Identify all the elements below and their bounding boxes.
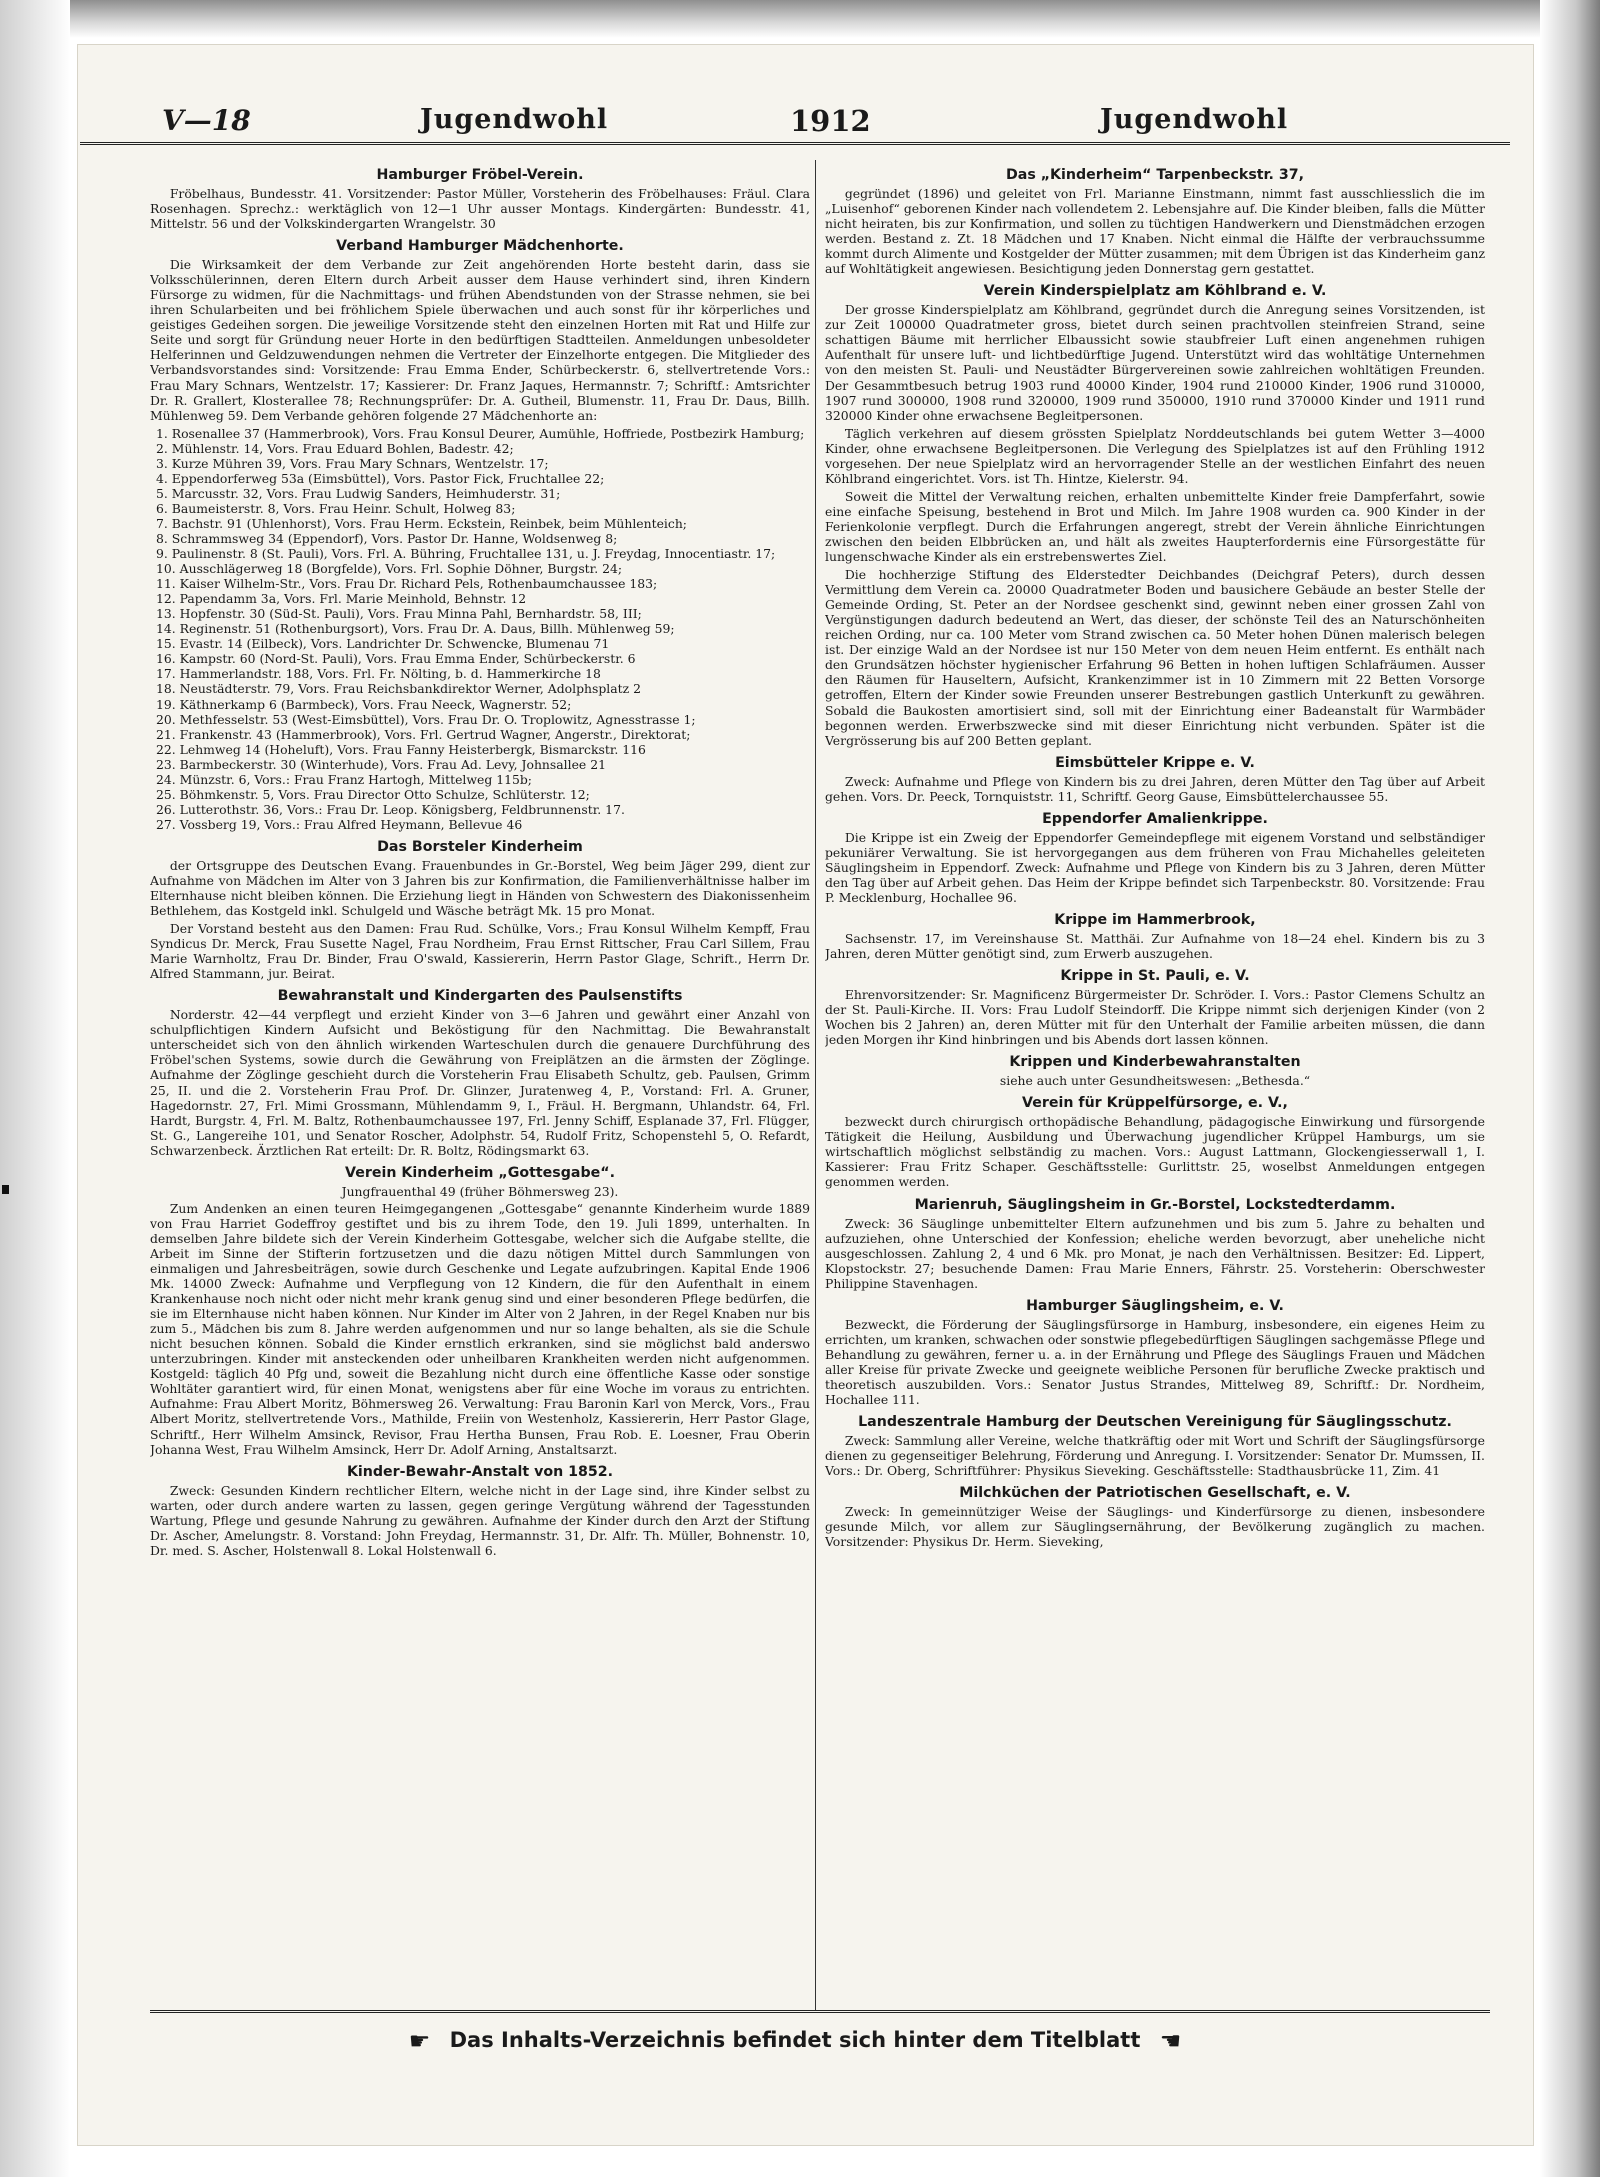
- header-title-left: Jugendwohl: [420, 104, 609, 135]
- header-title-right: Jugendwohl: [1100, 104, 1289, 135]
- page-header: [80, 70, 1510, 145]
- section-paragraph: Zum Andenken an einen teuren Heimgegangenen „Gottesgabe“ genannte Kinderheim wurde 1889 von Frau Harriet Godeffroy gestiftet und bis zu ihrem Tode, den 19. Juli 1899, unterhalten. In demselben Jahre bildete sich der Verein Kinderheim Gottesgabe, welcher sich die Aufgabe stellte, die Arbeit im Sinne der Stifterin fortzusetzen und die dazu nötigen Mittel durch Sammlungen von einmaligen und Jahresbeiträgen, sowie durch Geschenke und Legate aufzubringen. Kapital Ende 1906 Mk. 14000 Zweck: Aufnahme und Verpflegung von 12 Kindern, die für den Aufenthalt in einem Krankenhause noch nicht oder nicht mehr krank genug sind und einer besonderen Pflege bedürfen, die sie im Elternhause nicht haben können. Nur Kinder im Alter von 2 Jahren, in der Regel Knaben nur bis zum 5., Mädchen bis zum 8. Jahre werden aufgenommen und nur so lange behalten, als sie die Schule nicht besuchen können. Sobald die Kinder ernstlich erkranken, sind sie möglichst bald anderswo unterzubringen. Kinder mit ansteckenden oder unheilbaren Krankheiten werden nicht aufgenommen. Kostgeld: täglich 40 Pfg und, soweit die Bezahlung nicht durch eine öffentliche Kasse oder sonstige Wohltäter garantiert wird, für einen Monat, wenigstens aber für eine Woche im voraus zu entrichten. Aufnahme: Frau Albert Moritz, Böhmersweg 26. Verwaltung: Frau Baronin Karl von Merck, Vors., Frau Albert Moritz, stellvertretende Vors., Mathilde, Freiin von Westenholz, Kassiererin, Herr Pastor Glage, Schriftf., Herr Wilhelm Amsinck, Revisor, Frau Hertha Bunsen, Frau Rob. E. Loesner, Frau Oberin Johanna West, Frau Wilhelm Amsinck, Herr Dr. Adolf Arning, Anstaltsarzt.: [150, 1200, 810, 1457]
- margin-mark: [2, 1185, 9, 1194]
- section-title: Hamburger Säuglingsheim, e. V.: [1026, 1297, 1284, 1314]
- list-item: 7. Bachstr. 91 (Uhlenhorst), Vors. Frau Herm. Eckstein, Reinbek, beim Mühlenteich;: [156, 515, 687, 531]
- section-paragraph: Bezweckt, die Förderung der Säuglingsfürsorge in Hamburg, insbesondere, ein eigenes Heim zu errichten, um kranken, schwachen oder sonstwie pflegebedürftigen Säuglingen sachgemässe Pflege und Behandlung zu gewähren, ferner u. a. in der Ernährung und Pflege des Säuglings Frauen und Mädchen aller Kreise für private Zwecke und geeignete weibliche Personen für berufliche Zwecke praktisch und theoretisch auszubilden. Vors.: Senator Justus Strandes, Mittelweg 89, Schriftf.: Dr. Nordheim, Hochallee 111.: [825, 1316, 1485, 1407]
- section-paragraph: gegründet (1896) und geleitet von Frl. Marianne Einstmann, nimmt fast ausschliesslich die im „Luisenhof“ geborenen Kinder nach vollendetem 2. Lebensjahre auf. Die Kinder bleiben, falls die Mütter nicht heiraten, bis zur Konfirmation, und sollen zu tüchtigen Handwerkern und Dienstmädchen erzogen werden. Bestand z. Zt. 18 Mädchen und 17 Knaben. Nicht einmal die Hälfte der verbrauchssumme kommt durch Alimente und Kostgelder der Mütter zusammen; mit dem Übrigen ist das Kinderheim ganz auf Wohltätigkeit angewiesen. Besichtigung jeden Donnerstag gern gestattet.: [825, 186, 1485, 277]
- section-paragraph: Soweit die Mittel der Verwaltung reichen, erhalten unbemittelte Kinder freie Dampferfahrt, sowie eine einfache Speisung, bestehend in Brot und Milch. Im Jahre 1908 wurden ca. 900 Kinder in der Ferienkolonie verpflegt. Durch die Erfahrungen angeregt, strebt der Verein ähnliche Einrichtungen zwischen den beiden Elbbrücken an, und hält als zweites Haupterfordernis eine Fürsorgestätte für lungenschwache Kinder als ein erstrebenswertes Ziel.: [825, 488, 1485, 565]
- section-paragraph: Zweck: Aufnahme und Pflege von Kindern bis zu drei Jahren, deren Mütter den Tag über auf Arbeit gehen. Vors. Dr. Peeck, Tornquiststr. 11, Schriftf. Georg Gause, Eimsbüttelerchaussee 55.: [825, 773, 1485, 804]
- list-item: 3. Kurze Mühren 39, Vors. Frau Mary Schnars, Wentzelstr. 17;: [156, 455, 549, 471]
- page-number: V—18: [162, 104, 251, 137]
- list-item: 19. Käthnerkamp 6 (Barmbeck), Vors. Frau Neeck, Wagnerstr. 52;: [156, 696, 572, 712]
- section-title: Eimsbütteler Krippe e. V.: [1055, 754, 1255, 771]
- section-title: Eppendorfer Amalienkrippe.: [1042, 810, 1268, 827]
- article-section: [150, 1464, 810, 1558]
- section-title: Verein Kinderheim „Gottesgabe“.: [345, 1164, 615, 1181]
- section-title: Verein Kinderspielplatz am Köhlbrand e. V.: [983, 283, 1327, 300]
- right-column: [825, 160, 1485, 2005]
- list-item: 22. Lehmweg 14 (Hoheluft), Vors. Frau Fanny Heisterbergk, Bismarckstr. 116: [156, 741, 646, 757]
- section-title: Landeszentrale Hamburg der Deutschen Vereinigung für Säuglingsschutz.: [858, 1414, 1452, 1431]
- article-section: [150, 988, 810, 1157]
- article-section: [825, 167, 1485, 276]
- list-item: 12. Papendamm 3a, Vors. Frl. Marie Meinhold, Behnstr. 12: [156, 591, 527, 607]
- article-section: [825, 1054, 1485, 1088]
- section-title: Verband Hamburger Mädchenhorte.: [336, 238, 624, 255]
- list-item: 10. Ausschlägerweg 18 (Borgfelde), Vors. Frl. Sophie Döhner, Burgstr. 24;: [156, 561, 623, 577]
- list-item: 6. Baumeisterstr. 8, Vors. Frau Heinr. Schult, Holweg 83;: [156, 500, 516, 516]
- section-paragraph: bezweckt durch chirurgisch orthopädische Behandlung, pädagogische Einwirkung und fürsorgende Tätigkeit die Heilung, Ausbildung und Überwachung jugendlicher Krüppel Hamburgs, um sie wirtschaftlich möglichst selbständig zu machen. Vors.: August Lattmann, Glockengiesserwall 1, I. Kassierer: Frau Fritz Schaper. Geschäftsstelle: Gurlittstr. 25, woselbst Anmeldungen entgegen genommen werden.: [825, 1114, 1485, 1190]
- article-section: [825, 912, 1485, 961]
- column-divider: [815, 160, 816, 2010]
- article-section: [150, 839, 810, 981]
- list-item: 5. Marcusstr. 32, Vors. Frau Ludwig Sanders, Heimhuderstr. 31;: [156, 485, 561, 501]
- section-paragraph: Die Krippe ist ein Zweig der Eppendorfer Gemeindepflege mit eigenem Vorstand und selbständiger pekuniärer Verwaltung. Sie ist hervorgegangen aus dem früheren von Frau Michahelles geleiteten Säuglingsheim in Eppendorf. Zweck: Aufnahme und Pflege von Kindern bis zu 3 Jahren, deren Mütter den Tag über auf Arbeit gehen. Das Heim der Krippe befindet sich Tarpenbeckstr. 80. Vorsitzende: Frau P. Mecklenburg, Hochallee 96.: [825, 829, 1485, 905]
- list-item: 9. Paulinenstr. 8 (St. Pauli), Vors. Frl. A. Bühring, Fruchtallee 131, u. J. Freydag, Innocentiastr. 17;: [156, 546, 776, 562]
- section-paragraph: Ehrenvorsitzender: Sr. Magnificenz Bürgermeister Dr. Schröder. I. Vors.: Pastor Clemens Schultz an der St. Pauli-Kirche. II. Vors: Frau Ludolf Steindorff. Die Krippe nimmt sich derjenigen Kinder (von 2 Wochen bis 2 Jahren) an, deren Mütter mit für den Unterhalt der Familie arbeiten müssen, die dann jeden Morgen ihr Kind hinbringen und bis Abends dort lassen können.: [825, 987, 1485, 1048]
- article-section: [825, 755, 1485, 804]
- section-paragraph: Norderstr. 42—44 verpflegt und erzieht Kinder von 3—6 Jahren und gewährt einer Anzahl von schulpflichtigen Kindern Aufsicht und Beköstigung für den Nachmittag. Die Bewahranstalt unterscheidet sich von den ähnlich wirkenden Warteschulen durch die genauere Durchführung des Fröbel'schen Systems, sowie durch die Gewährung von Freiplätzen an die ärmsten der Zöglinge. Aufnahme der Zöglinge geschieht durch die Vorsteherin Frau Elisabeth Schultz, geb. Paulsen, Grimm 25, II. und die 2. Vorsteherin Frau Prof. Dr. Glinzer, Juratenweg 4, P., Vorstand: Frl. A. Gruner, Hagedornstr. 27, Frl. Mimi Grossmann, Mühlendamm 9, I., Fräul. H. Bergmann, Uhlandstr. 64, Frl. Hardt, Burgstr. 4, Frl. M. Baltz, Rothenbaumchaussee 197, Frl. Jenny Schiff, Esplanade 37, Frl. Flügger, St. G., Langereihe 101, und Senator Roscher, Adolphstr. 54, Rudolf Fritz, Schopenstehl 5, O. Refardt, Schwarzenbeck. Ärztlichen Rat erteilt: Dr. R. Boltz, Rödingsmarkt 63.: [150, 1007, 810, 1158]
- scan-shadow-right: [1540, 0, 1600, 2177]
- list-item: 18. Neustädterstr. 79, Vors. Frau Reichsbankdirektor Werner, Adolphsplatz 2: [156, 681, 641, 697]
- section-title: Kinder-Bewahr-Anstalt von 1852.: [346, 1463, 614, 1480]
- section-title: Bewahranstalt und Kindergarten des Paulsenstifts: [277, 988, 683, 1005]
- footer-text: Das Inhalts-Verzeichnis befindet sich hinter dem Titelblatt: [449, 2028, 1141, 2052]
- section-title: Krippe in St. Pauli, e. V.: [1060, 968, 1250, 985]
- pointing-hand-right-icon: ☛: [408, 2027, 431, 2055]
- section-title: Krippe im Hammerbrook,: [1054, 911, 1256, 928]
- list-item: 27. Vossberg 19, Vors.: Frau Alfred Heymann, Bellevue 46: [156, 816, 523, 832]
- list-item: 25. Böhmkenstr. 5, Vors. Frau Director Otto Schulze, Schlüterstr. 12;: [156, 786, 590, 802]
- article-section: [825, 811, 1485, 905]
- section-title: Hamburger Fröbel-Verein.: [376, 167, 584, 183]
- list-item: 8. Schrammsweg 34 (Eppendorf), Vors. Pastor Dr. Hanne, Woldsenweg 8;: [156, 530, 618, 546]
- list-item: 21. Frankenstr. 43 (Hammerbrook), Vors. Frl. Gertrud Wagner, Angerstr., Direktorat;: [156, 726, 691, 742]
- list-item: 16. Kampstr. 60 (Nord-St. Pauli), Vors. Frau Emma Ender, Schürbeckerstr. 6: [156, 651, 636, 667]
- section-paragraph: Die hochherzige Stiftung des Elderstedter Deichbandes (Deichgraf Peters), durch dessen Vermittlung dem Verein ca. 20000 Quadratmeter Boden und bausichere Gebäude an bester Stelle der Gemeinde Ording, St. Peter an der Nordsee geschenkt sind, gewinnt neben einer grossen Zahl von Vergünstigungen dadurch bedeutend an Wert, das dieser, der schönste Teil des an Naturschönheiten reichen Ording, nur ca. 100 Meter vom Strand zwischen ca. 50 Meter hohen Dünen malerisch belegen ist. Der einzige Wald an der Nordsee ist nur 150 Meter von dem neuen Heim entfernt. Es enthält nach den Grundsätzen höchster hygienischer Erfahrung 96 Betten in hohen luftigen Schlafräumen. Ausser den Räumen für Hauseltern, Aufsicht, Krankenzimmer ist in 10 Zimmern mit 22 Betten Vorsorge getroffen, Eltern der Kinder sowie Freunden unserer Bestrebungen gastlich Unterkunft zu gewähren. Sobald die Baukosten amortisiert sind, soll mit der Einrichtung einer Badeanstalt für Warmbäder begonnen werden. Erwerbszwecke sind mit dieser Einrichtung nicht verbunden. Später ist die Vergrösserung bis auf 200 Betten geplant.: [825, 567, 1485, 748]
- section-title: Das Borsteler Kinderheim: [377, 838, 583, 855]
- list-item: 11. Kaiser Wilhelm-Str., Vors. Frau Dr. Richard Pels, Rothenbaumchaussee 183;: [156, 576, 658, 592]
- section-paragraph: Die Wirksamkeit der dem Verbande zur Zeit angehörenden Horte besteht darin, dass sie Volksschülerinnen, deren Eltern durch Arbeit ausser dem Hause verhindert sind, ihren Kindern Fürsorge zu widmen, für die Nachmittags- und frühen Abendstunden von der Strasse nehmen, sie bei ihren Schularbeiten und bei fröhlichem Spiele überwachen und auch sonst für ihr körperliches und geistiges Gedeihen sorgen. Die jeweilige Vorsitzende steht den einzelnen Horten mit Rat und Hilfe zur Seite und sorgt für Gründung neuer Horte in den bedürftigen Stadtteilen. Anmeldungen unbesoldeter Helferinnen und Geldzuwendungen nehmen die Vertreter der Einzelhorte entgegen. Die Mitglieder des Verbandsvorstandes sind: Vorsitzende: Frau Emma Ender, Schürbeckerstr. 6, stellvertretende Vors.: Frau Mary Schnars, Wentzelstr. 17; Kassierer: Dr. Franz Jaques, Hermannstr. 7; Schriftf.: Amtsrichter Dr. R. Grallert, Klosterallee 78; Rechnungsprüfer: Dr. A. Gutheil, Blumenstr. 11, Frau Dr. Daus, Billh. Mühlenweg 59. Dem Verbande gehören folgende 27 Mädchenhorte an:: [150, 257, 810, 423]
- scan-shadow-left: [0, 0, 70, 2177]
- section-paragraph: der Ortsgruppe des Deutschen Evang. Frauenbundes in Gr.-Borstel, Weg beim Jäger 299, dient zur Aufnahme von Mädchen im Alter von 3 Jahren bis zur Konfirmation, die Familienverhältnisse halber im Elternhause nicht bleiben können. Die Erziehung liegt in Händen von Schwestern des Diakonissenheim Bethlehem, das Kostgeld inkl. Schulgeld und Wäsche beträgt Mk. 15 pro Monat.: [150, 857, 810, 919]
- left-column: [150, 160, 810, 2005]
- section-title: Marienruh, Säuglingsheim in Gr.-Borstel, Lockstedterdamm.: [914, 1196, 1396, 1213]
- section-title: Das „Kinderheim“ Tarpenbeckstr. 37,: [1005, 167, 1304, 183]
- section-paragraph: Zweck: Sammlung aller Vereine, welche thatkräftig oder mit Wort und Schrift der Säuglingsfürsorge dienen zu gegenseitiger Belehrung, Förderung und Anregung. I. Vorsitzender: Senator Dr. Mumssen, II. Vors.: Dr. Oberg, Schriftführer: Physikus Sieveking. Geschäftsstelle: Stadthausbrücke 11, Zim. 41: [825, 1433, 1485, 1479]
- section-paragraph: Sachsenstr. 17, im Vereinshause St. Matthäi. Zur Aufnahme von 18—24 ehel. Kindern bis zu 3 Jahren, deren Mütter genötigt sind, zum Erwerb auszugehen.: [825, 930, 1485, 962]
- article-section: [825, 1298, 1485, 1407]
- footer-notice: [80, 2020, 1510, 2060]
- list-item: 20. Methfesselstr. 53 (West-Eimsbüttel), Vors. Frau Dr. O. Troplowitz, Agnesstrasse 1;: [156, 711, 696, 727]
- section-paragraph: Der grosse Kinderspielplatz am Köhlbrand, gegründet durch die Anregung seines Vorsitzenden, ist zur Zeit 100000 Quadratmeter gross, bietet durch seinen prachtvollen steinfreien Strand, seine schattigen Bäume mit herrlicher Elbaussicht sowie staubfreier Luft einen angenehmen ruhigen Aufenthalt für unsere luft- und lichtbedürftige Jugend. Unterstützt wird das wohltätige Unternehmen von den meisten St. Pauli- und Neustädter Bürgervereinen sowie zahlreichen wohltätigen Freunden. Der Gesammtbesuch betrug 1903 rund 40000 Kinder, 1904 rund 210000 Kinder, 1906 rund 310000, 1907 rund 300000, 1908 rund 320000, 1909 rund 350000, 1910 rund 370000 Kinder und 1911 rund 320000 Kinder ohne erwachsene Begleitpersonen.: [825, 302, 1485, 423]
- list-item: 23. Barmbeckerstr. 30 (Winterhude), Vors. Frau Ad. Levy, Johnsallee 21: [156, 756, 606, 772]
- article-section: [825, 1197, 1485, 1291]
- list-item: 4. Eppendorferweg 53a (Eimsbüttel), Vors. Pastor Fick, Fruchtallee 22;: [156, 470, 605, 486]
- list-item: 15. Evastr. 14 (Eilbeck), Vors. Landrichter Dr. Schwencke, Blumenau 71: [156, 636, 610, 652]
- article-section: [150, 167, 810, 231]
- article-section: [825, 1414, 1485, 1478]
- section-subtitle: siehe auch unter Gesundheitswesen: „Bethesda.“: [999, 1073, 1311, 1089]
- section-paragraph: Zweck: Gesunden Kindern rechtlicher Eltern, welche nicht in der Lage sind, ihre Kinder selbst zu warten, oder durch andere warten zu lassen, gegen geringe Vergütung während der Tagesstunden Wartung, Pflege und gesunde Nahrung zu gewähren. Aufnahme der Kinder durch den Arzt der Stiftung Dr. Ascher, Amelungstr. 8. Vorstand: John Freydag, Hermannstr. 31, Dr. Alfr. Th. Müller, Bohnenstr. 10, Dr. med. S. Ascher, Holstenwall 8. Lokal Holstenwall 6.: [150, 1482, 810, 1558]
- list-item: 1. Rosenallee 37 (Hammerbrook), Vors. Frau Konsul Deurer, Aumühle, Hoffriede, Postbezirk Hamburg;: [156, 425, 805, 441]
- article-section: [825, 1485, 1485, 1549]
- article-section: [825, 1095, 1485, 1189]
- section-paragraph: Zweck: In gemeinnütziger Weise der Säuglings- und Kinderfürsorge zu dienen, insbesondere gesunde Milch, vor allem zur Säuglingsernährung, der Bevölkerung zugänglich zu machen. Vorsitzender: Physikus Dr. Herm. Sieveking,: [825, 1504, 1485, 1550]
- list-item: 26. Lutterothstr. 36, Vors.: Frau Dr. Leop. Königsberg, Feldbrunnenstr. 17.: [156, 801, 625, 817]
- list-item: 17. Hammerlandstr. 188, Vors. Frl. Fr. Nölting, b. d. Hammerkirche 18: [156, 666, 601, 682]
- hort-list: [150, 426, 810, 832]
- list-item: 13. Hopfenstr. 30 (Süd-St. Pauli), Vors. Frau Minna Pahl, Bernhardstr. 58, III;: [156, 606, 642, 622]
- article-section: [150, 238, 810, 832]
- article-section: [150, 1165, 810, 1457]
- list-item: 24. Münzstr. 6, Vors.: Frau Franz Hartogh, Mittelweg 115b;: [156, 771, 532, 787]
- header-year: 1912: [790, 104, 871, 138]
- article-section: [825, 283, 1485, 747]
- section-paragraph: Fröbelhaus, Bundesstr. 41. Vorsitzender: Pastor Müller, Vorsteherin des Fröbelhauses: Fräul. Clara Rosenhagen. Sprechz.: werktäglich von 12—1 Uhr ausser Montags. Kindergärten: Bundesstr. 41, Mittelstr. 56 und der Volkskindergarten Wrangelstr. 30: [150, 186, 810, 232]
- list-item: 14. Reginenstr. 51 (Rothenburgsort), Vors. Frau Dr. A. Daus, Billh. Mühlenweg 59;: [156, 621, 675, 637]
- section-title: Milchküchen der Patriotischen Gesellschaft, e. V.: [959, 1485, 1351, 1502]
- section-title: Krippen und Kinderbewahranstalten: [1009, 1054, 1301, 1071]
- section-title: Verein für Krüppelfürsorge, e. V.,: [1022, 1095, 1288, 1112]
- section-subtitle: Jungfrauenthal 49 (früher Böhmersweg 23).: [341, 1183, 619, 1199]
- pointing-hand-left-icon: ☚: [1159, 2027, 1182, 2055]
- list-item: 2. Mühlenstr. 14, Vors. Frau Eduard Bohlen, Badestr. 42;: [156, 440, 514, 456]
- section-paragraph: Zweck: 36 Säuglinge unbemittelter Eltern aufzunehmen und bis zum 5. Jahre zu behalten und aufzuziehen, ohne Unterschied der Konfession; eheliche werden bevorzugt, aber uneheliche nicht ausgeschlossen. Zahlung 2, 4 und 6 Mk. pro Monat, je nach den Verhältnissen. Besitzer: Ed. Lippert, Klopstockstr. 27; besuchende Damen: Frau Marie Enners, Fährstr. 25. Vorsteherin: Oberschwester Philippine Stavenhagen.: [825, 1215, 1485, 1291]
- scan-shadow-top: [0, 0, 1600, 38]
- article-section: [825, 968, 1485, 1047]
- section-paragraph: Täglich verkehren auf diesem grössten Spielplatz Norddeutschlands bei gutem Wetter 3—4000 Kinder, ohne erwachsene Begleitpersonen. Die Verlegung des Spielplatzes ist auf den Frühling 1912 vorgesehen. Der neue Spielplatz wird an hervorragender Stelle an der westlichen Einfahrt des neuen Köhlbrand eingerichtet. Vors. ist Th. Hintze, Kielerstr. 94.: [825, 425, 1485, 486]
- bottom-rule: [150, 2010, 1490, 2013]
- section-paragraph: Der Vorstand besteht aus den Damen: Frau Rud. Schülke, Vors.; Frau Konsul Wilhelm Kempff, Frau Syndicus Dr. Merck, Frau Susette Nagel, Frau Nordheim, Frau Ernst Rittscher, Frau Carl Sillem, Frau Marie Warnholtz, Frau Dr. Binder, Frau O'swald, Kassiererin, Herrn Pastor Glage, Schrift., Herrn Dr. Alfred Stammann, jur. Beirat.: [150, 921, 810, 982]
